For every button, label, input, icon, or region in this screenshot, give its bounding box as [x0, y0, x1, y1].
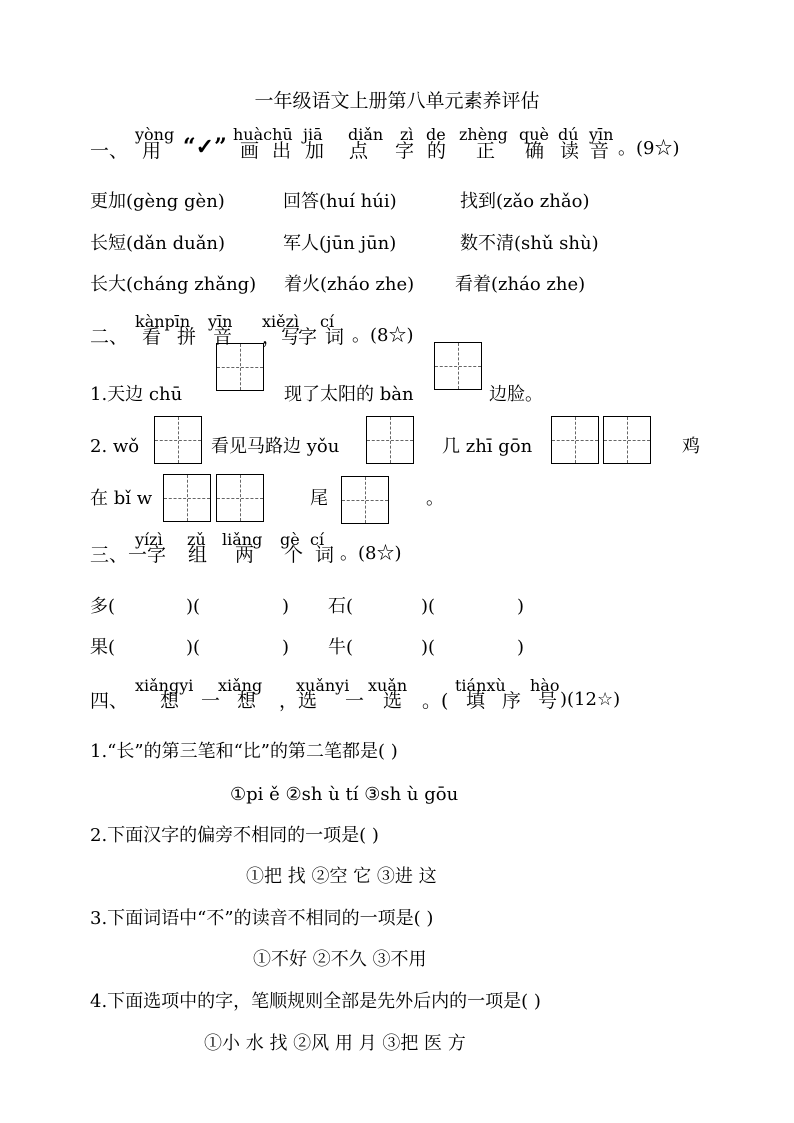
heading-char: 序 [502, 690, 522, 712]
fill-text: 。 [426, 488, 444, 509]
word-blank[interactable]: )( [421, 637, 436, 658]
pinyin: kànpīn [135, 312, 191, 331]
pinyin: xiězì [262, 312, 300, 331]
answer-options[interactable]: ①不好 ②不久 ③不用 [253, 949, 427, 970]
word-blank[interactable]: )( [421, 596, 436, 617]
word-blank[interactable]: ) [282, 637, 290, 658]
pinyin: zǔ [187, 530, 206, 549]
heading-char: 个 [284, 544, 304, 566]
pinyin: gè [280, 530, 300, 549]
section-number: 二、 [90, 326, 129, 348]
question-stem: 1.“长”的第三笔和“比”的第二笔都是( ) [90, 741, 398, 762]
pinyin: diǎn [348, 125, 384, 144]
fill-text: 几 zhī gōn [442, 436, 533, 457]
pinyin: hào [530, 676, 560, 695]
fill-text: 鸡 [682, 436, 700, 457]
pinyin: zhèng [459, 125, 508, 144]
pinyin: cí [320, 312, 335, 331]
fill-text: 2. wǒ [90, 436, 140, 457]
heading-char: 选 [383, 690, 403, 712]
pinyin: xuǎnyi [296, 676, 350, 695]
fill-text: 尾 [310, 488, 328, 509]
heading-char: 两 [235, 544, 255, 566]
heading-char: 词 [325, 326, 345, 348]
word-blank[interactable]: ) [282, 596, 290, 617]
section-number: 四、 [90, 690, 129, 712]
pinyin: xuǎn [368, 676, 408, 695]
pinyin: tiánxù [455, 676, 506, 695]
question-stem: 3.下面词语中“不”的读音不相同的一项是( ) [90, 908, 434, 929]
score-label: 。(8☆) [352, 325, 414, 346]
pinyin: zì [400, 125, 414, 144]
check-mark-quote: “✓” [183, 134, 227, 160]
writing-box[interactable] [434, 342, 482, 390]
heading-char: 字 [298, 326, 318, 348]
heading-char: ，写 [262, 326, 301, 348]
word-blank: 牛( [328, 637, 354, 658]
writing-box[interactable] [551, 416, 599, 464]
writing-box[interactable] [366, 416, 414, 464]
pinyin: dú [558, 125, 579, 144]
section-number: 三、 [90, 544, 129, 566]
heading-char: 字 [395, 140, 415, 162]
heading-char: 填 [466, 690, 486, 712]
answer-options[interactable]: ①pi ě ②sh ù tí ③sh ù gōu [230, 784, 459, 805]
writing-box[interactable] [603, 416, 651, 464]
pinyin-choice[interactable]: 找到(zǎo zhǎo) [460, 191, 590, 212]
fill-text: 在 bǐ w [90, 488, 153, 509]
heading-char: 音 [213, 326, 233, 348]
heading-char: 号 [538, 690, 558, 712]
heading-char: 确 [525, 140, 545, 162]
heading-char: 的 [427, 140, 447, 162]
heading-char: 想 [237, 690, 257, 712]
pinyin-choice[interactable]: 看着(zháo zhe) [455, 274, 586, 295]
pinyin: de [426, 125, 446, 144]
heading-char: 一 [345, 690, 365, 712]
heading-char: 点 [349, 140, 369, 162]
heading-char: 看 [142, 326, 162, 348]
pinyin: cí [310, 530, 325, 549]
pinyin-choice[interactable]: 更加(gèng gèn) [90, 191, 225, 212]
writing-box[interactable] [163, 474, 211, 522]
word-blank: 果( [90, 637, 116, 658]
word-blank[interactable]: ) [517, 596, 525, 617]
pinyin: yīn [208, 312, 233, 331]
pinyin-choice[interactable]: 数不清(shǔ shù) [460, 233, 599, 254]
score-label: )(12☆) [560, 689, 621, 710]
heading-char: 正 [476, 140, 496, 162]
writing-box[interactable] [216, 474, 264, 522]
heading-char: 用 [142, 140, 162, 162]
pinyin: què [519, 125, 550, 144]
pinyin-choice[interactable]: 回答(huí húi) [283, 191, 397, 212]
pinyin-choice[interactable]: 长大(cháng zhǎng) [90, 274, 257, 295]
heading-char: 词 [315, 544, 335, 566]
heading-char: 一字 [128, 544, 167, 566]
heading-char: ，选 [279, 690, 318, 712]
question-stem: 2.下面汉字的偏旁不相同的一项是( ) [90, 825, 379, 846]
heading-char: 拼 [177, 326, 197, 348]
pinyin: yòng [135, 125, 175, 144]
section-number: 一、 [90, 140, 129, 162]
pinyin: yízì [135, 530, 163, 549]
pinyin-choice[interactable]: 军人(jūn jūn) [283, 233, 397, 254]
writing-box[interactable] [341, 476, 389, 524]
pinyin: liǎng [222, 530, 263, 549]
fill-text: 现了太阳的 bàn [284, 384, 414, 405]
fill-text: 边脸。 [489, 384, 543, 405]
answer-options[interactable]: ①把 找 ②空 它 ③进 这 [246, 866, 437, 887]
writing-box[interactable] [216, 343, 264, 391]
word-blank[interactable]: )( [186, 637, 201, 658]
heading-char: 画 [240, 140, 260, 162]
pinyin-choice[interactable]: 长短(dǎn duǎn) [90, 233, 226, 254]
pinyin: xiǎngyi [135, 676, 194, 695]
heading-char: 出 [272, 140, 292, 162]
pinyin: yīn [589, 125, 614, 144]
answer-options[interactable]: ①小 水 找 ②风 用 月 ③把 医 方 [204, 1033, 466, 1054]
fill-text: 看见马路边 yǒu [211, 436, 340, 457]
writing-box[interactable] [154, 416, 202, 464]
heading-char: 想 [160, 690, 180, 712]
score-label: 。(8☆) [340, 543, 402, 564]
word-blank[interactable]: )( [186, 596, 201, 617]
heading-char: 读 [560, 140, 580, 162]
heading-char: 一 [201, 690, 221, 712]
heading-char: 。( [422, 690, 449, 712]
heading-char: 组 [188, 544, 208, 566]
heading-char: 音 [590, 140, 610, 162]
word-blank[interactable]: ) [517, 637, 525, 658]
heading-char: 加 [305, 140, 325, 162]
fill-text: 1.天边 chū [90, 384, 183, 405]
score-label: 。(9☆) [618, 138, 680, 159]
word-blank: 多( [90, 596, 116, 617]
pinyin: jiā [303, 125, 323, 144]
pinyin: xiǎng [218, 676, 263, 695]
pinyin-choice[interactable]: 着火(zháo zhe) [284, 274, 415, 295]
page-title: 一年级语文上册第八单元素养评估 [254, 90, 540, 112]
question-stem: 4.下面选项中的字，笔顺规则全部是先外后内的一项是( ) [90, 991, 541, 1012]
pinyin: huàchū [233, 125, 293, 144]
word-blank: 石( [328, 596, 354, 617]
